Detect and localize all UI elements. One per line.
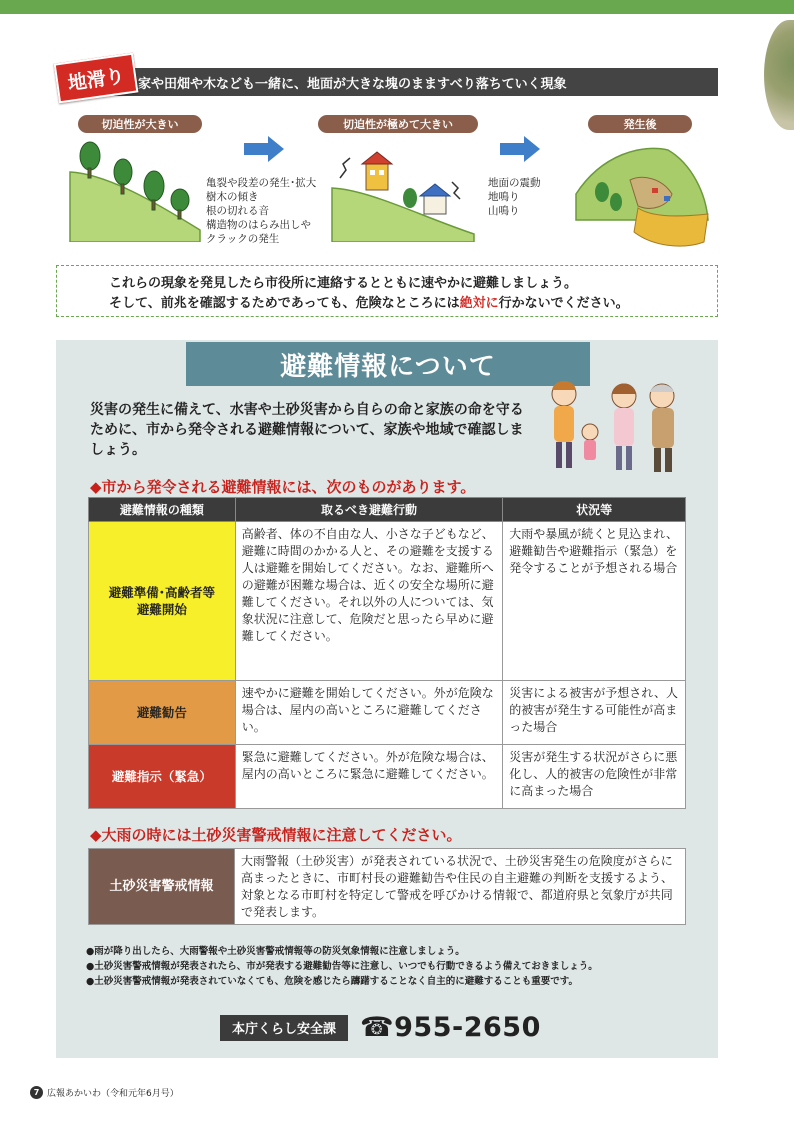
notice-text: そして、前兆を確認するためであっても、危険なところには <box>109 296 460 311</box>
arrow-right-icon <box>500 136 540 162</box>
notice-box <box>56 265 718 317</box>
notice-line-1: これらの現象を発見したら市役所に連絡するとともに速やかに避難しましょう。 <box>109 276 578 291</box>
contact-info <box>220 1012 541 1043</box>
evac-kind-cell: 避難指示（緊急） <box>89 745 236 809</box>
sign-item: 亀裂や段差の発生･拡大 <box>206 177 317 189</box>
top-green-bar <box>0 0 794 14</box>
evac-kind-cell <box>89 522 236 681</box>
corner-photo <box>764 20 794 130</box>
landslide-header <box>56 64 718 100</box>
phone-number: ☎955-2650 <box>360 1012 541 1043</box>
signs-list-1 <box>206 176 316 246</box>
sign-item: 構造物のはらみ出しや <box>206 219 311 231</box>
table-row <box>89 522 686 681</box>
evac-kind-label: 避難開始 <box>136 602 187 617</box>
situation-cell: 災害が発生する状況がさらに悪化し、人的被害の危険性が非常に高まった場合 <box>503 745 686 809</box>
stage-label-2: 切迫性が極めて大きい <box>318 115 478 133</box>
table-header-row <box>89 498 686 522</box>
subheading-evac-info: ◆市から発令される避難情報には、次のものがあります。 <box>90 478 476 496</box>
signs-list-2 <box>488 176 541 218</box>
arrow-right-icon <box>244 136 284 162</box>
after-landslide-illustration <box>572 134 712 252</box>
warning-kind-cell: 土砂災害警戒情報 <box>89 849 235 925</box>
list-item: ●土砂災害警戒情報が発表されていなくても、危険を感じたら躊躇することなく自主的に避難することも重要です。 <box>86 976 579 987</box>
stage-label-3: 発生後 <box>588 115 692 133</box>
column-header: 取るべき避難行動 <box>235 498 503 522</box>
publication-name: 広報あかいわ（令和元年6月号） <box>47 1089 179 1099</box>
subheading-landslide-warning: ◆大雨の時には土砂災害警戒情報に注意してください。 <box>90 826 462 844</box>
page-footer <box>30 1086 179 1099</box>
notice-emphasis: 絶対に <box>459 296 499 311</box>
notes-list <box>86 944 598 989</box>
stage-label-1: 切迫性が大きい <box>78 115 202 133</box>
situation-cell: 大雨や暴風が続くと見込まれ、避難勧告や避難指示（緊急）を発令することが予想される場合 <box>503 522 686 681</box>
page-number: 7 <box>30 1086 43 1099</box>
action-cell: 高齢者、体の不自由な人、小さな子どもなど、避難に時間のかかる人と、その避難を支援する人は避難を開始してください。なお、避難所への避難が困難な場合は、近くの安全な場所に避難してください。それ以外の人については、気象状況に注意して、危険だと思ったら早めに避難してください。 <box>235 522 503 681</box>
column-header: 避難情報の種類 <box>89 498 236 522</box>
evacuation-panel <box>56 340 718 1058</box>
evac-kind-cell: 避難勧告 <box>89 681 236 745</box>
notice-line-2 <box>109 294 717 314</box>
landslide-warning-table <box>88 848 686 925</box>
action-cell: 速やかに避難を開始してください。外が危険な場合は、屋内の高いところに避難してください。 <box>235 681 503 745</box>
page-title: 避難情報について <box>186 342 590 386</box>
intro-text: 災害の発生に備えて、水害や土砂災害から自らの命と家族の命を守るために、市から発令される避難情報について、家族や地域で確認しましょう。 <box>90 402 524 458</box>
table-row <box>89 745 686 809</box>
evacuation-info-table <box>88 497 686 809</box>
table-row <box>89 681 686 745</box>
slope-trees-illustration <box>68 134 202 242</box>
sign-item: 根の切れる音 <box>206 205 269 217</box>
sign-item: 山鳴り <box>488 205 520 217</box>
sign-item: 地鳴り <box>488 191 520 203</box>
situation-cell: 災害による被害が予想され、人的被害が発生する可能性が高まった場合 <box>503 681 686 745</box>
sign-item: クラックの発生 <box>206 233 280 245</box>
sign-item: 地面の震動 <box>488 177 541 189</box>
list-item: ●土砂災害警戒情報が発表されたら、市が発表する避難勧告等に注意し、いつでも行動できるよう備えておきましょう。 <box>86 961 598 972</box>
column-header: 状況等 <box>503 498 686 522</box>
table-row <box>89 849 686 925</box>
evac-kind-label: 避難準備･高齢者等 <box>108 585 216 600</box>
department-label: 本庁くらし安全課 <box>220 1015 348 1041</box>
list-item: ●雨が降り出したら、大雨警報や土砂災害警戒情報等の防災気象情報に注意しましょう。 <box>86 946 465 957</box>
sign-item: 樹木の傾き <box>206 191 259 203</box>
landslide-tag: 地滑り <box>54 53 139 104</box>
landslide-description: 家や田畑や木なども一緒に、地面が大きな塊のまますべり落ちていく現象 <box>114 68 718 96</box>
notice-text: 行かないでください。 <box>498 296 629 311</box>
cracked-slope-houses-illustration <box>330 138 476 242</box>
family-illustration <box>534 370 694 488</box>
warning-text-cell: 大雨警報（土砂災害）が発表されている状況で、土砂災害発生の危険度がさらに高まったときに、市町村長の避難勧告や住民の自主避難の判断を支援するよう、対象となる市町村を特定して警戒を呼びかける情報で、都道府県と気象庁が共同で発表します。 <box>235 849 686 925</box>
action-cell: 緊急に避難してください。外が危険な場合は、屋内の高いところに緊急に避難してください。 <box>235 745 503 809</box>
